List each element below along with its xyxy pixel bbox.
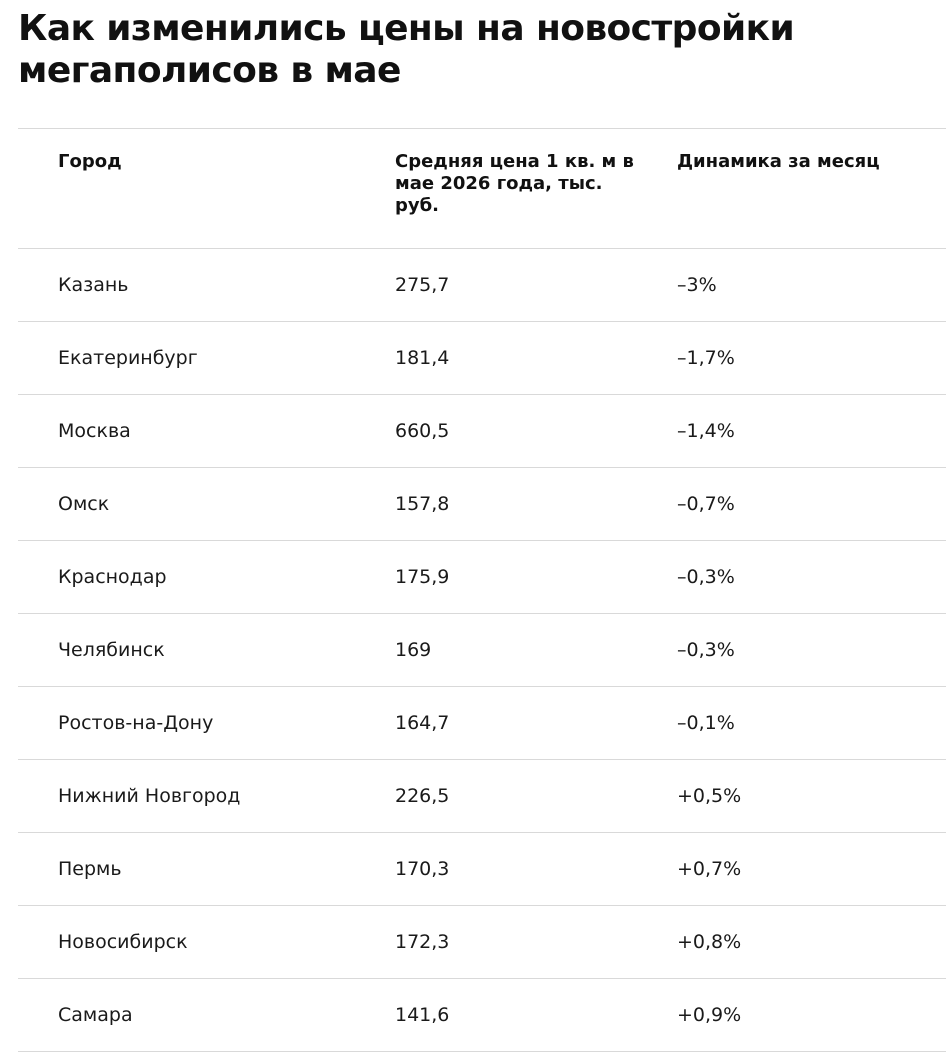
column-header-price: Средняя цена 1 кв. м в мае 2026 года, тыс. руб. xyxy=(395,151,634,216)
table-row xyxy=(18,906,946,979)
cell-city: Екатеринбург xyxy=(58,347,198,369)
table-body xyxy=(18,249,946,1052)
table-row xyxy=(18,468,946,541)
table-header-row xyxy=(18,129,946,249)
cell-change: –0,3% xyxy=(677,639,735,661)
cell-city: Новосибирск xyxy=(58,931,188,953)
cell-price: 172,3 xyxy=(395,931,450,953)
column-header-change: Динамика за месяц xyxy=(677,151,880,172)
table-row xyxy=(18,249,946,322)
cell-change: –1,4% xyxy=(677,420,735,442)
page-title: Как изменились цены на новостройки мегаполисов в мае xyxy=(18,8,795,91)
cell-change: –1,7% xyxy=(677,347,735,369)
cell-price: 141,6 xyxy=(395,1004,450,1026)
cell-change: +0,7% xyxy=(677,858,742,880)
cell-change: –0,3% xyxy=(677,566,735,588)
table-header xyxy=(18,129,946,249)
cell-city: Челябинск xyxy=(58,639,165,661)
cell-city: Краснодар xyxy=(58,566,167,588)
cell-price: 181,4 xyxy=(395,347,450,369)
cell-change: –0,1% xyxy=(677,712,735,734)
cell-city: Ростов-на-Дону xyxy=(58,712,214,734)
cell-city: Омск xyxy=(58,493,110,515)
cell-change: –3% xyxy=(677,274,717,296)
cell-price: 164,7 xyxy=(395,712,450,734)
table-row xyxy=(18,687,946,760)
table-row xyxy=(18,322,946,395)
cell-price: 660,5 xyxy=(395,420,450,442)
table-row xyxy=(18,760,946,833)
cell-city: Пермь xyxy=(58,858,122,880)
table-row xyxy=(18,833,946,906)
table-row xyxy=(18,614,946,687)
cell-change: –0,7% xyxy=(677,493,735,515)
cell-city: Казань xyxy=(58,274,129,296)
cell-price: 157,8 xyxy=(395,493,450,515)
cell-price: 226,5 xyxy=(395,785,450,807)
cell-city: Самара xyxy=(58,1004,133,1026)
table-row xyxy=(18,979,946,1052)
cell-city: Москва xyxy=(58,420,131,442)
table-row xyxy=(18,541,946,614)
cell-price: 275,7 xyxy=(395,274,450,296)
cell-change: +0,9% xyxy=(677,1004,742,1026)
table-row xyxy=(18,395,946,468)
price-table xyxy=(18,128,946,1052)
cell-price: 175,9 xyxy=(395,566,450,588)
column-header-city: Город xyxy=(58,151,122,172)
cell-price: 170,3 xyxy=(395,858,450,880)
cell-city: Нижний Новгород xyxy=(58,785,241,807)
cell-change: +0,8% xyxy=(677,931,742,953)
cell-change: +0,5% xyxy=(677,785,742,807)
cell-price: 169 xyxy=(395,639,432,661)
